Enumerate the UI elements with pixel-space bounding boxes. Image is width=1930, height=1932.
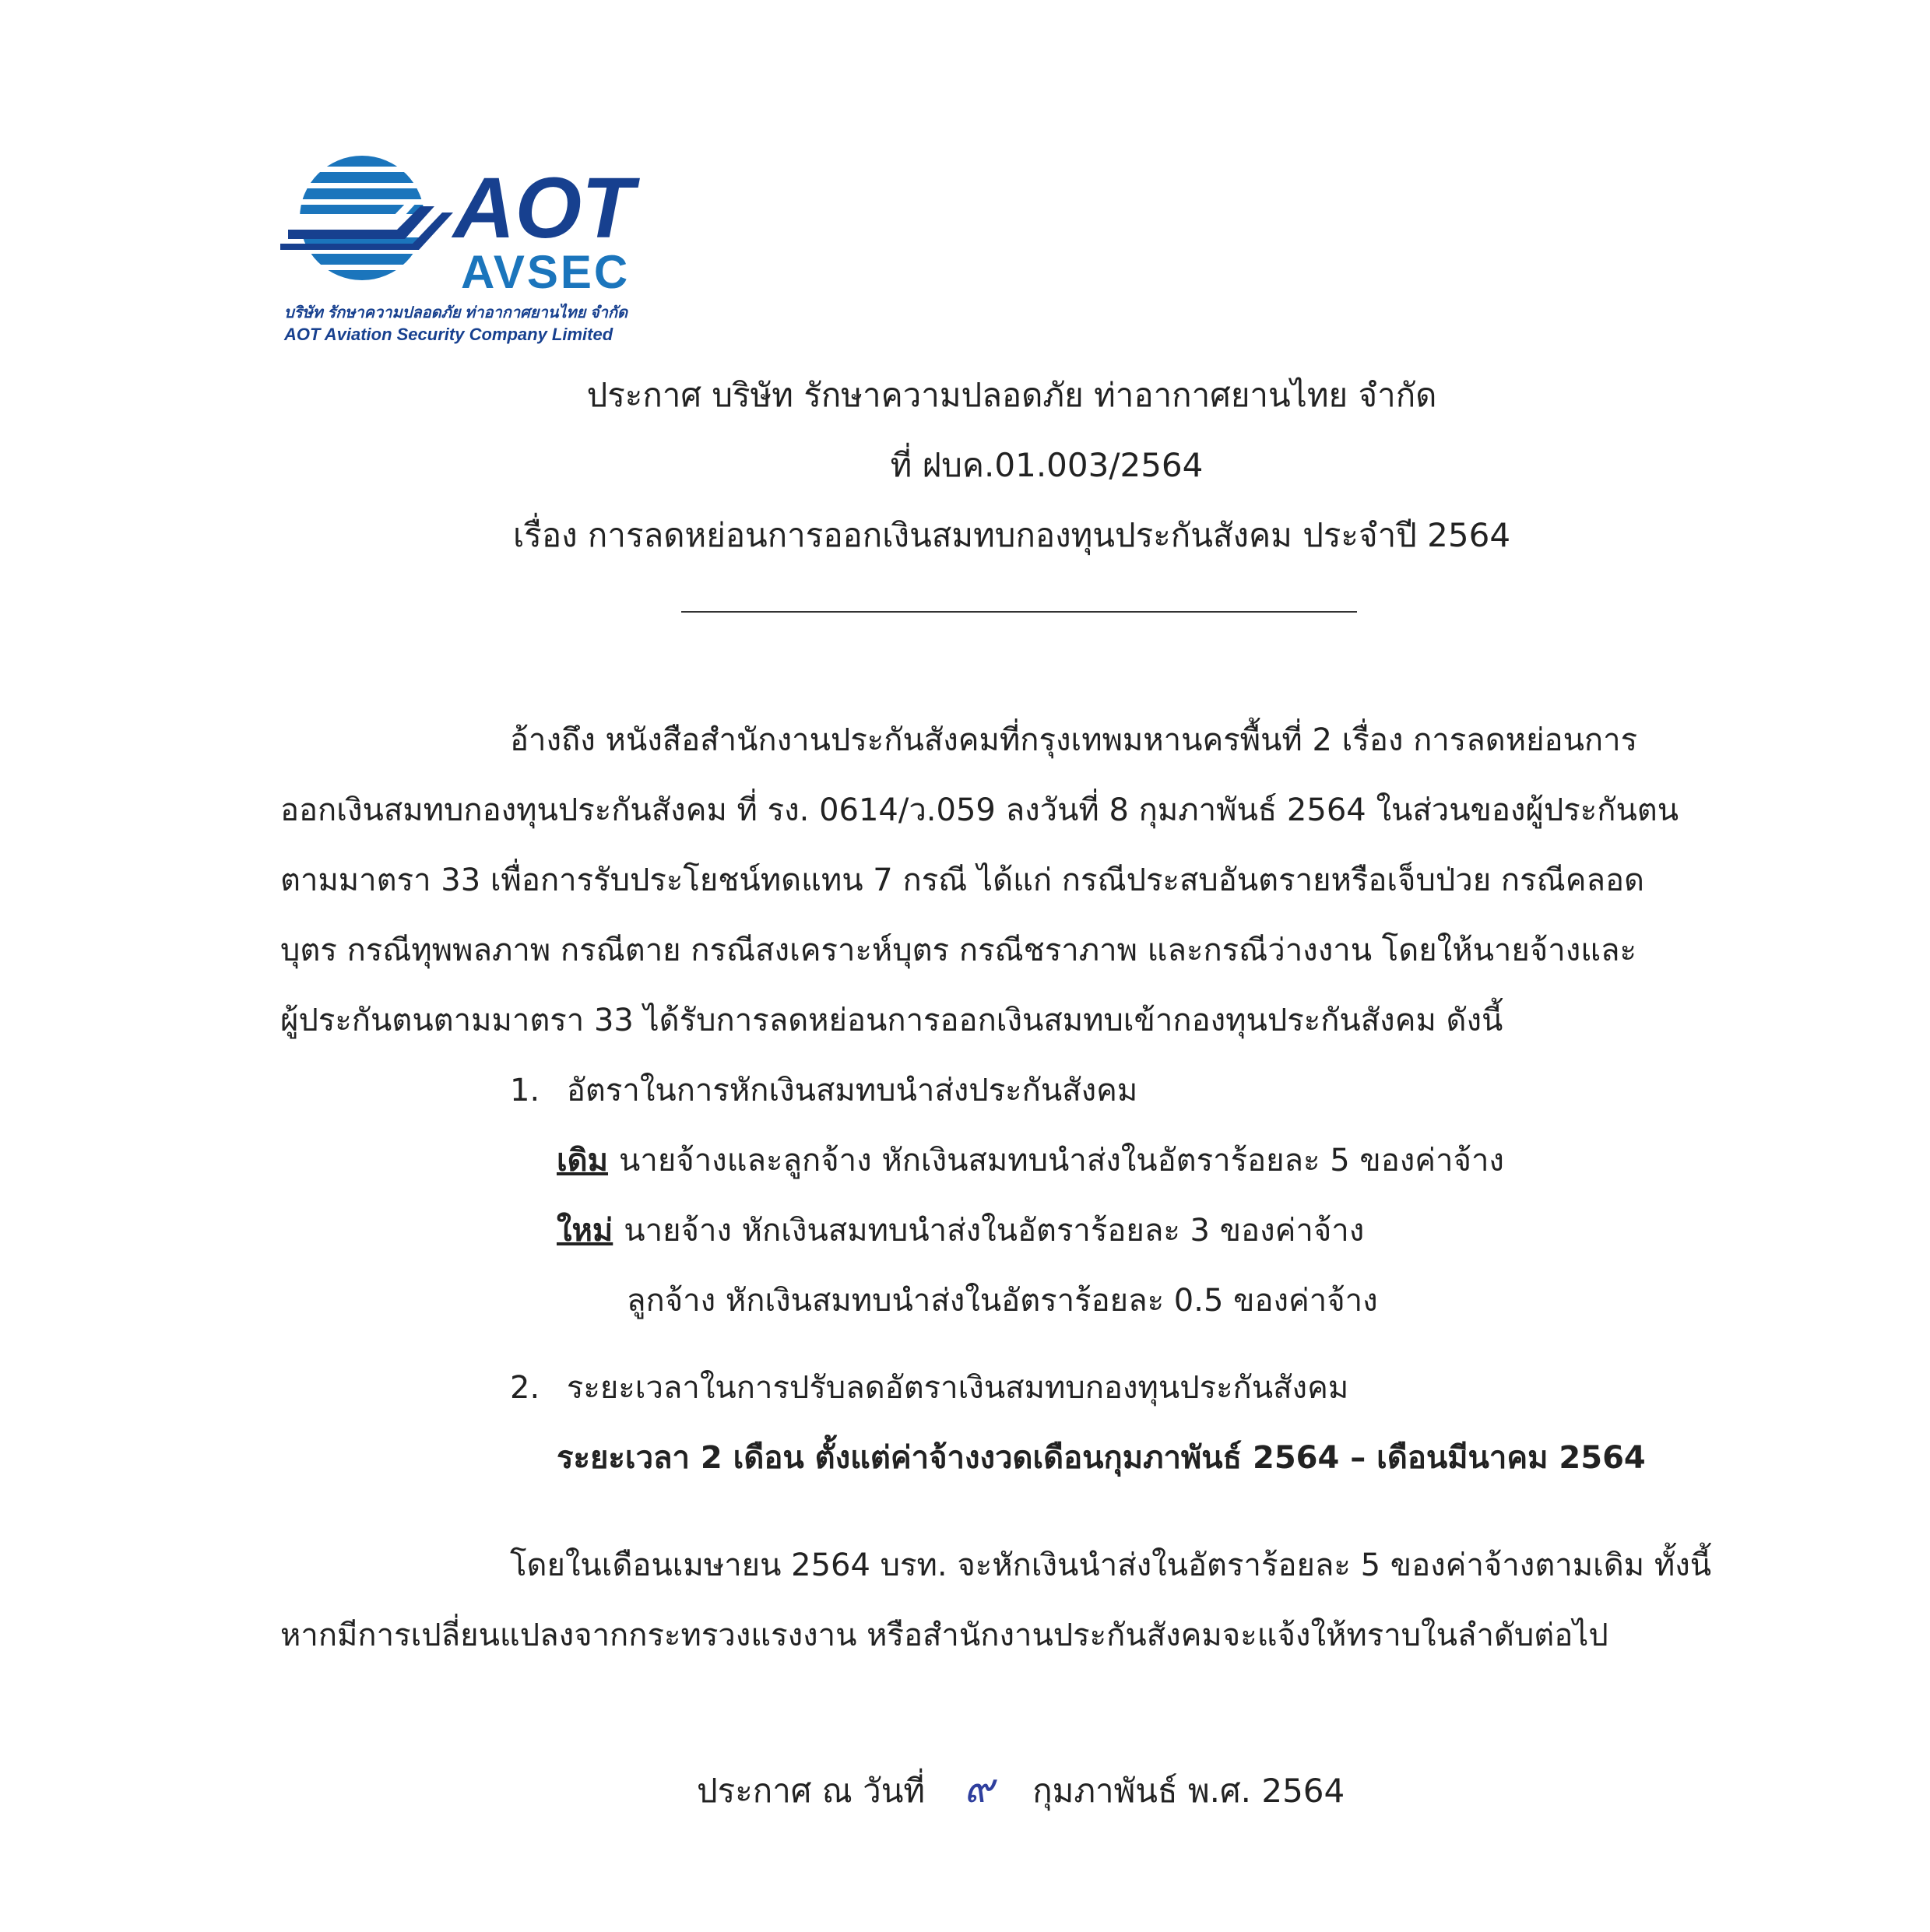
paragraph2-line: หากมีการเปลี่ยนแปลงจากกระทรวงแรงงาน หรือสำนักงานประกันสังคมจะแจ้งให้ทราบในลำดับต่อไป bbox=[280, 1618, 1608, 1653]
announcement-title: ประกาศ บริษัท รักษาความปลอดภัย ท่าอากาศยานไทย จำกัด bbox=[586, 376, 1437, 414]
announcement-date bbox=[697, 1755, 1345, 1820]
list-item-title: อัตราในการหักเงินสมทบนำส่งประกันสังคม bbox=[566, 1073, 1138, 1108]
logo-english-name: AOT Aviation Security Company Limited bbox=[284, 325, 613, 344]
list-item-number: 2. bbox=[510, 1370, 540, 1406]
date-prefix: ประกาศ ณ วันที่ bbox=[697, 1772, 926, 1810]
paragraph1-line: ออกเงินสมทบกองทุนประกันสังคม ที่ รง. 0614/ว.059 ลงวันที่ 8 กุมภาพันธ์ 2564 ในส่วนของผู้ประกันตน bbox=[280, 792, 1679, 828]
paragraph2-line: โดยในเดือนเมษายน 2564 บรท. จะหักเงินนำส่งในอัตราร้อยละ 5 ของค่าจ้างตามเดิม ทั้งนี้ bbox=[510, 1547, 1712, 1583]
paragraph1-line: บุตร กรณีทุพพลภาพ กรณีตาย กรณีสงเคราะห์บุตร กรณีชราภาพ และกรณีว่างงาน โดยให้นายจ้างและ bbox=[280, 933, 1637, 968]
date-suffix: กุมภาพันธ์ พ.ศ. 2564 bbox=[1032, 1772, 1345, 1810]
announcement-subject: เรื่อง การลดหย่อนการออกเงินสมทบกองทุนประกันสังคม ประจำปี 2564 bbox=[512, 516, 1511, 554]
logo-subbrand-text: AVSEC bbox=[461, 246, 631, 296]
paragraph1-line: ตามมาตรา 33 เพื่อการรับประโยชน์ทดแทน 7 กรณี ได้แก่ กรณีประสบอันตรายหรือเจ็บป่วย กรณีคลอด bbox=[280, 862, 1644, 898]
company-logo bbox=[280, 152, 670, 354]
new-rate-line bbox=[557, 1205, 1364, 1255]
new-rate-employer-text: นายจ้าง หักเงินสมทบนำส่งในอัตราร้อยละ 3 ของค่าจ้าง bbox=[624, 1213, 1365, 1249]
logo-brand-text: AOT bbox=[453, 160, 635, 256]
list-item-2 bbox=[510, 1362, 1348, 1412]
handwritten-day: ๙ bbox=[964, 1765, 994, 1812]
paragraph1-line: อ้างถึง หนังสือสำนักงานประกันสังคมที่กรุงเทพมหานครพื้นที่ 2 เรื่อง การลดหย่อนการ bbox=[510, 722, 1638, 758]
logo-thai-name: บริษัท รักษาความปลอดภัย ท่าอากาศยานไทย จำกัด bbox=[284, 304, 628, 321]
old-rate-text: นายจ้างและลูกจ้าง หักเงินสมทบนำส่งในอัตราร้อยละ 5 ของค่าจ้าง bbox=[619, 1143, 1504, 1179]
new-rate-employee-text: ลูกจ้าง หักเงินสมทบนำส่งในอัตราร้อยละ 0.5 ของค่าจ้าง bbox=[627, 1283, 1378, 1319]
period-detail: ระยะเวลา 2 เดือน ตั้งแต่ค่าจ้างงวดเดือนกุมภาพันธ์ 2564 – เดือนมีนาคม 2564 bbox=[557, 1440, 1646, 1476]
announcement-number: ที่ ฝบค.01.003/2564 bbox=[890, 446, 1204, 484]
new-label: ใหม่ bbox=[557, 1213, 613, 1249]
old-label: เดิม bbox=[557, 1143, 609, 1179]
old-rate-line bbox=[557, 1135, 1504, 1185]
list-item-number: 1. bbox=[510, 1073, 540, 1108]
paragraph1-line: ผู้ประกันตนตามมาตรา 33 ได้รับการลดหย่อนการออกเงินสมทบเข้ากองทุนประกันสังคม ดังนี้ bbox=[280, 1003, 1503, 1038]
list-item-1 bbox=[510, 1065, 1137, 1115]
list-item-title: ระยะเวลาในการปรับลดอัตราเงินสมทบกองทุนประกันสังคม bbox=[566, 1370, 1349, 1406]
header-divider bbox=[681, 611, 1357, 613]
aot-emblem-icon bbox=[280, 152, 670, 296]
